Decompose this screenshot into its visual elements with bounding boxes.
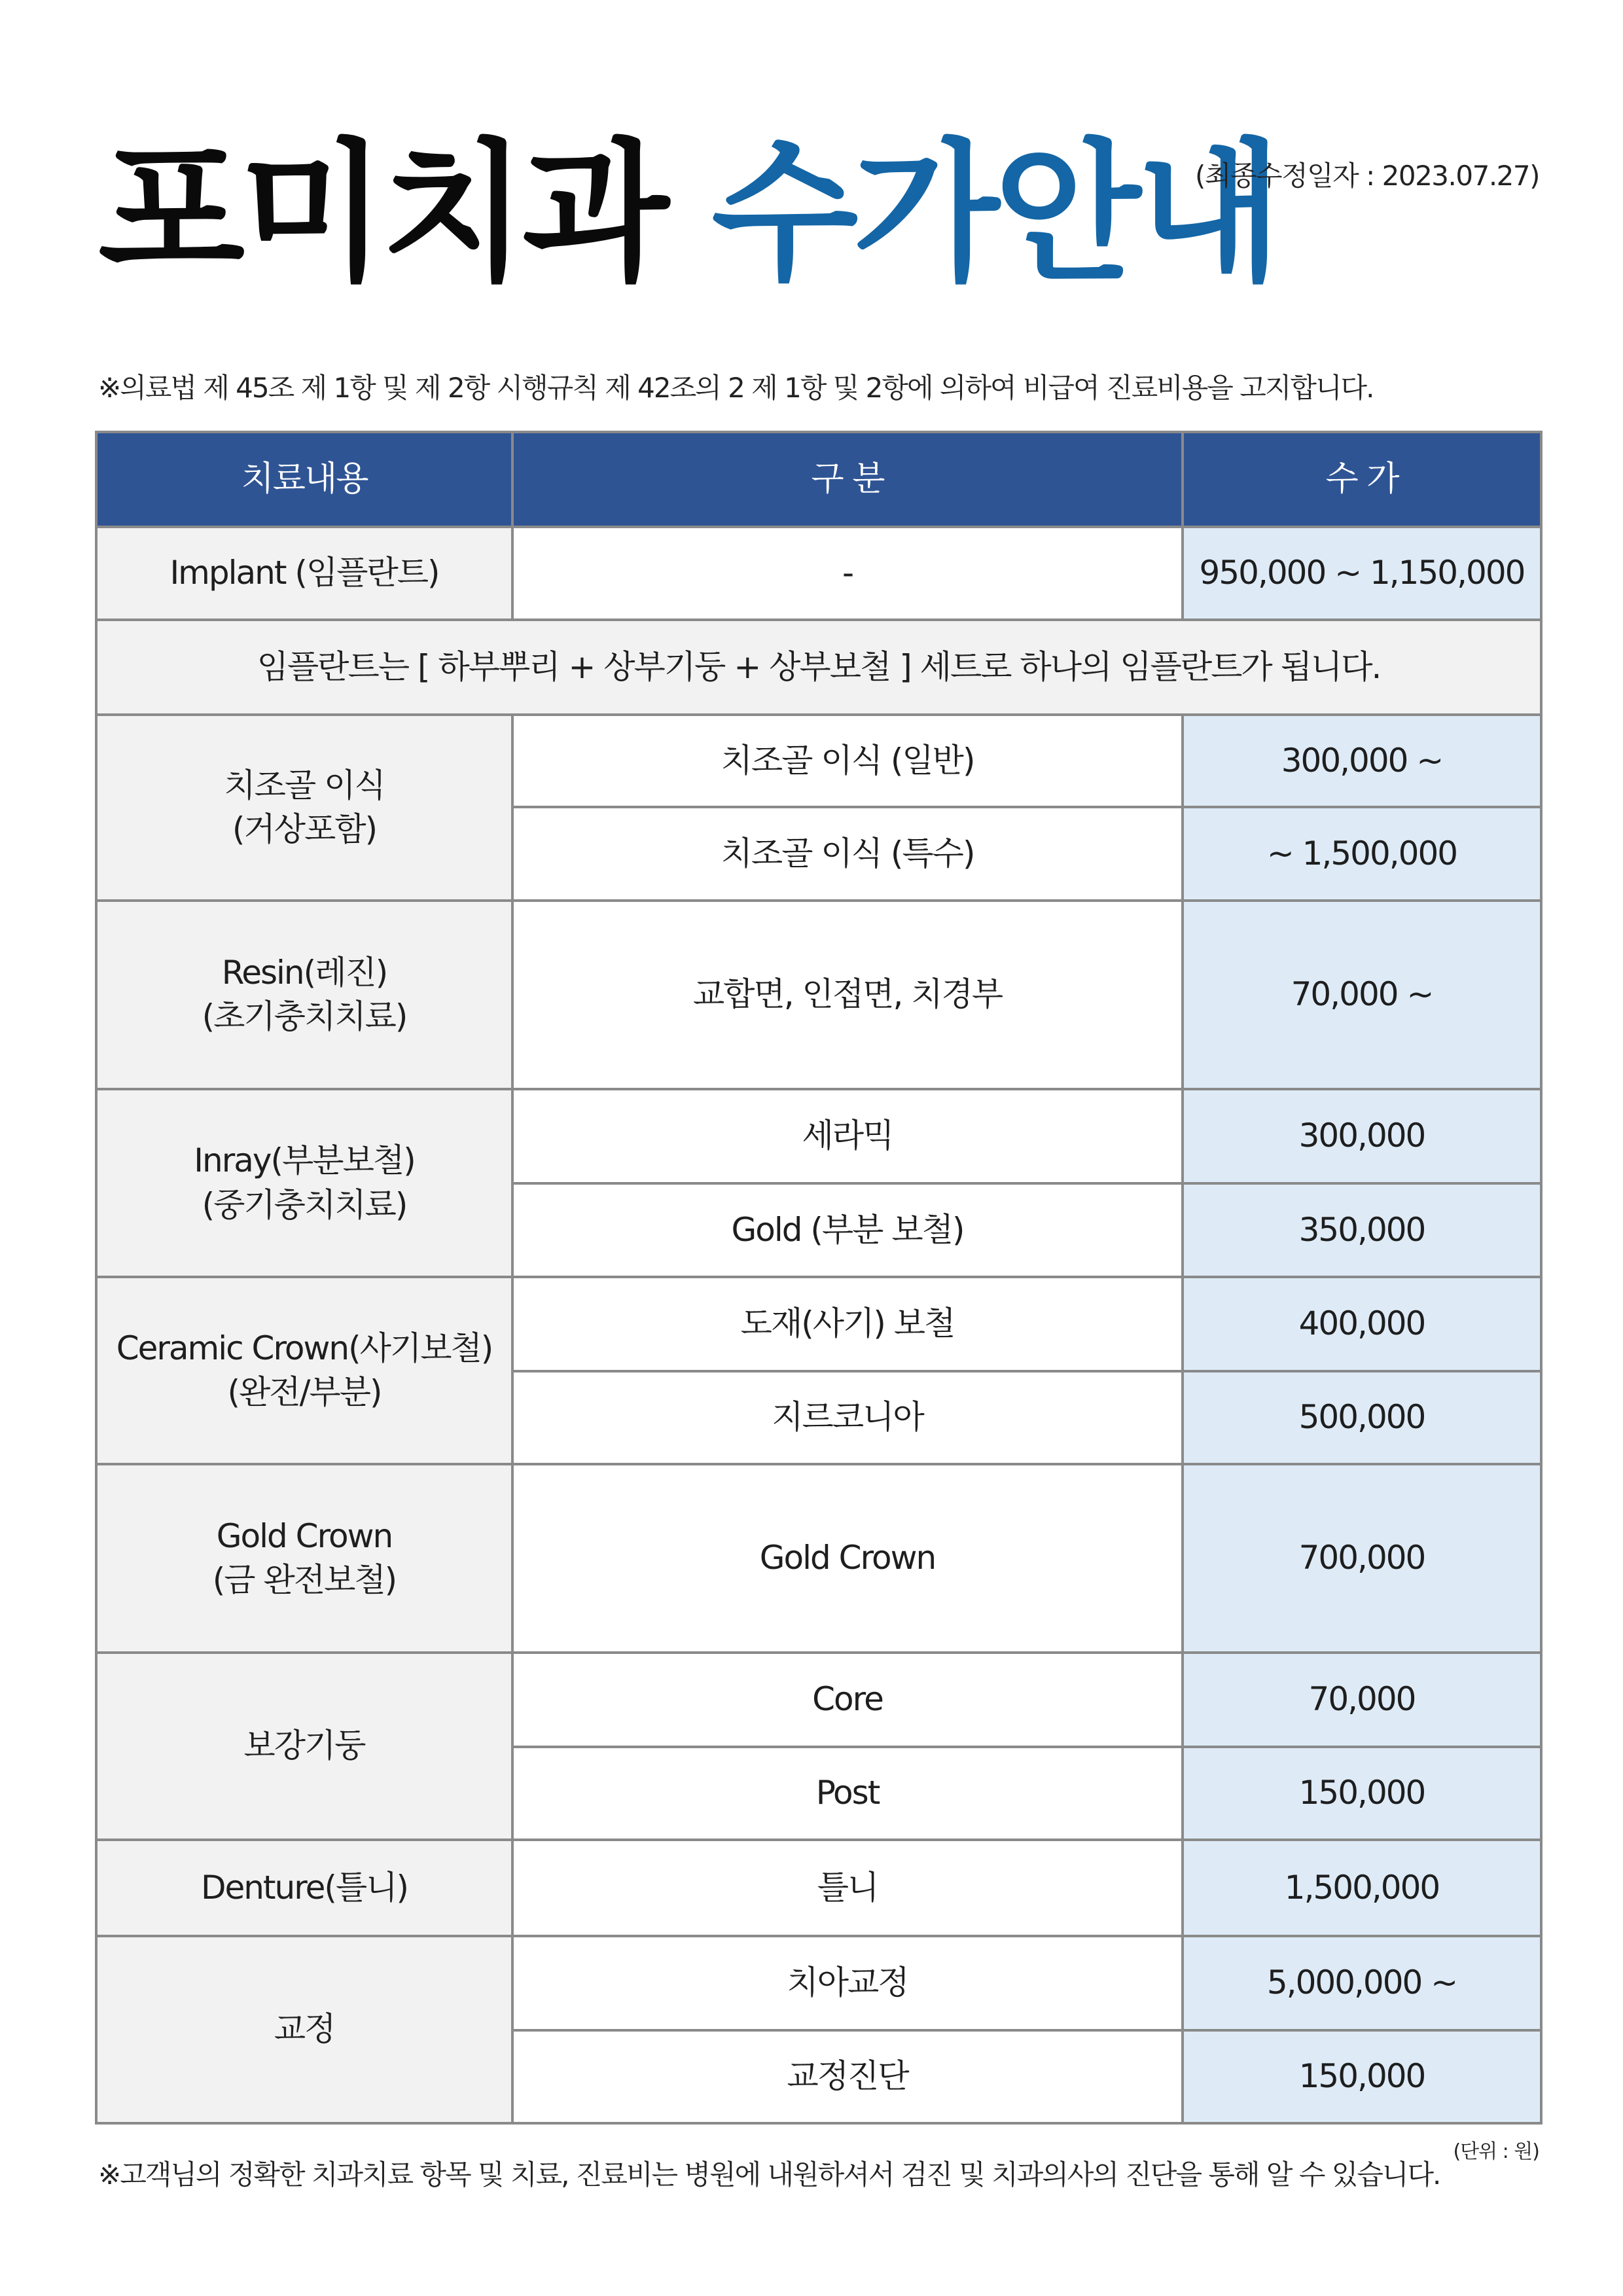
category-line: 치조골 이식 xyxy=(224,766,385,804)
table-cell-price: ~ 1,500,000 xyxy=(1183,807,1541,901)
category-line: Inray(부분보철) xyxy=(194,1141,415,1179)
table-cell-price: 700,000 xyxy=(1183,1464,1541,1653)
table-cell-item: 교합면, 인접면, 치경부 xyxy=(512,901,1183,1089)
category-line: (거상포함) xyxy=(232,810,377,848)
table-cell-item: 교정진단 xyxy=(512,2030,1183,2123)
table-cell-price: 500,000 xyxy=(1183,1371,1541,1464)
category-ceramic-crown xyxy=(96,1277,512,1464)
table-cell-item: 치아교정 xyxy=(512,1936,1183,2030)
table-cell-item: Core xyxy=(512,1653,1183,1747)
table-row xyxy=(96,620,1541,715)
table-cell-price: 300,000 ~ xyxy=(1183,715,1541,807)
category-line: (완전/부분) xyxy=(227,1373,382,1411)
header-price: 수 가 xyxy=(1183,432,1541,527)
category-denture: Denture(틀니) xyxy=(96,1840,512,1936)
category-gold-crown xyxy=(96,1464,512,1653)
category-line: Ceramic Crown(사기보철) xyxy=(116,1329,493,1367)
table-cell-item: 치조골 이식 (특수) xyxy=(512,807,1183,901)
category-line: Resin(레진) xyxy=(221,953,387,992)
category-ortho: 교정 xyxy=(96,1936,512,2123)
category-line: (금 완전보철) xyxy=(212,1561,397,1599)
table-row xyxy=(96,1464,1541,1653)
table-row xyxy=(96,1277,1541,1371)
table-row xyxy=(96,1840,1541,1936)
table-row xyxy=(96,1936,1541,2030)
table-cell-price: 350,000 xyxy=(1183,1183,1541,1277)
table-cell-price: 1,500,000 xyxy=(1183,1840,1541,1936)
price-implant: 950,000 ~ 1,150,000 xyxy=(1183,527,1541,620)
table-cell-item: 치조골 이식 (일반) xyxy=(512,715,1183,807)
last-updated-date: (최종수정일자 : 2023.07.27) xyxy=(1194,160,1539,192)
table-cell-item: 지르코니아 xyxy=(512,1371,1183,1464)
category-inlay xyxy=(96,1089,512,1277)
implant-note: 임플란트는 [ 하부뿌리 + 상부기둥 + 상부보철 ] 세트로 하나의 임플란트가 됩니다. xyxy=(96,620,1541,715)
table-header-row xyxy=(96,432,1541,527)
category-line: (중기충치치료) xyxy=(202,1185,407,1224)
table-row xyxy=(96,1089,1541,1183)
fee-table xyxy=(95,431,1543,2125)
clinic-name: 포미치과 xyxy=(98,125,664,302)
table-cell-item: Gold (부분 보철) xyxy=(512,1183,1183,1277)
table-cell-item: 틀니 xyxy=(512,1840,1183,1936)
category-post-core: 보강기둥 xyxy=(96,1653,512,1840)
table-cell-price: 70,000 xyxy=(1183,1653,1541,1747)
category-resin xyxy=(96,901,512,1089)
table-cell-price: 150,000 xyxy=(1183,1747,1541,1840)
category-bone-graft xyxy=(96,715,512,901)
table-cell-price: 70,000 ~ xyxy=(1183,901,1541,1089)
table-cell-item: Post xyxy=(512,1747,1183,1840)
table-row xyxy=(96,1653,1541,1747)
table-cell-price: 150,000 xyxy=(1183,2030,1541,2123)
table-cell-price: 5,000,000 ~ xyxy=(1183,1936,1541,2030)
table-cell-item: Gold Crown xyxy=(512,1464,1183,1653)
table-row xyxy=(96,901,1541,1089)
table-cell-price: 300,000 xyxy=(1183,1089,1541,1183)
page-title xyxy=(98,125,1277,302)
legal-notice: ※의료법 제 45조 제 1항 및 제 2항 시행규칙 제 42조의 2 제 1항 및 2항에 의하여 비급여 진료비용을 고지합니다. xyxy=(98,372,1374,404)
table-row xyxy=(96,527,1541,620)
table-cell-item: 세라믹 xyxy=(512,1089,1183,1183)
item-implant: - xyxy=(512,527,1183,620)
table-row xyxy=(96,715,1541,807)
category-line: (초기충치치료) xyxy=(202,997,407,1035)
header-category: 구 분 xyxy=(512,432,1183,527)
category-line: Gold Crown xyxy=(216,1516,393,1555)
table-cell-price: 400,000 xyxy=(1183,1277,1541,1371)
footer-notice: ※고객님의 정확한 치과치료 항목 및 치료, 진료비는 병원에 내원하셔서 검진 및 치과의사의 진단을 통해 알 수 있습니다. xyxy=(98,2159,1440,2191)
category-implant: Implant (임플란트) xyxy=(96,527,512,620)
header-treatment: 치료내용 xyxy=(96,432,512,527)
table-cell-item: 도재(사기) 보철 xyxy=(512,1277,1183,1371)
unit-note: (단위 : 원) xyxy=(1453,2140,1539,2163)
title-fee-guide: 수가안내 xyxy=(711,125,1277,302)
